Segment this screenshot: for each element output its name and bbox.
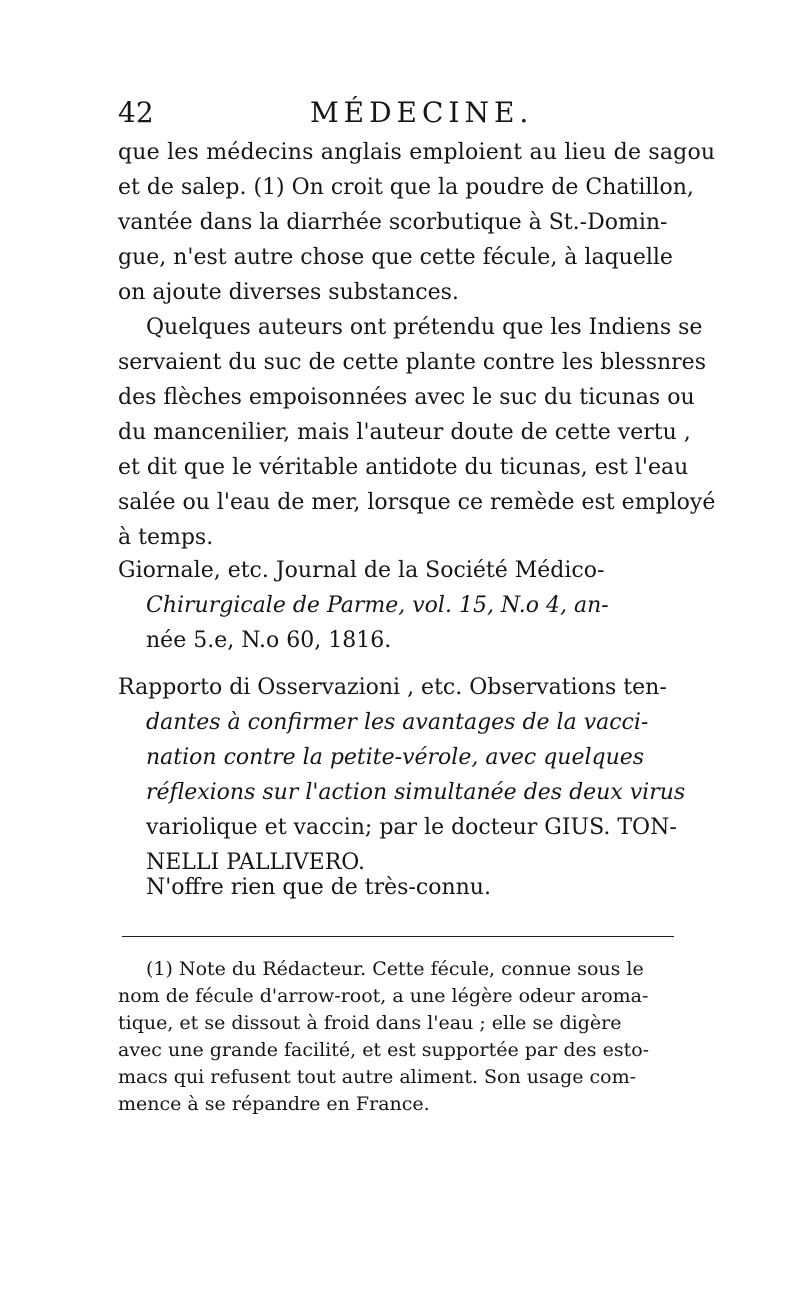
entry-line: nation contre la petite-vérole, avec quelques xyxy=(146,745,645,770)
body-line: servaient du suc de cette plante contre les blessnres xyxy=(118,350,706,375)
footnote-line: (1) Note du Rédacteur. Cette fécule, connue sous le xyxy=(146,958,644,980)
entry-line: née 5.e, N.o 60, 1816. xyxy=(146,628,392,653)
footnote-divider xyxy=(122,936,674,937)
body-line: que les médecins anglais emploient au lieu de sagou xyxy=(118,140,716,165)
body-line: à temps. xyxy=(118,525,214,550)
footnote-line: mence à se répandre en France. xyxy=(118,1093,430,1115)
body-line: et dit que le véritable antidote du ticunas, est l'eau xyxy=(118,455,689,480)
entry-line: Giornale, etc. Journal de la Société Médico- xyxy=(118,558,605,583)
footnote-line: tique, et se dissout à froid dans l'eau ; elle se digère xyxy=(118,1012,622,1034)
body-line: gue, n'est autre chose que cette fécule, à laquelle xyxy=(118,245,673,270)
entry-line: Chirurgicale de Parme, vol. 15, N.o 4, an- xyxy=(146,593,609,618)
entry-line: variolique et vaccin; par le docteur GIUS. TON- xyxy=(146,815,677,840)
body-line: et de salep. (1) On croit que la poudre de Chatillon, xyxy=(118,175,694,200)
entry-line: dantes à confirmer les avantages de la vacci- xyxy=(146,710,649,735)
entry-line: NELLI PALLIVERO. xyxy=(146,850,366,875)
body-line: vantée dans la diarrhée scorbutique à St.-Domin- xyxy=(118,210,668,235)
footnote-line: macs qui refusent tout autre aliment. Son usage com- xyxy=(118,1066,637,1088)
entry-line: réflexions sur l'action simultanée des deux virus xyxy=(146,780,686,805)
entry-line: Rapporto di Osservazioni , etc. Observations ten- xyxy=(118,675,667,700)
body-line: des flèches empoisonnées avec le suc du ticunas ou xyxy=(118,385,695,410)
page-number: 42 xyxy=(118,96,154,129)
running-head: MÉDECINE. xyxy=(310,96,534,129)
entry-line: N'offre rien que de très-connu. xyxy=(146,875,491,900)
page-header xyxy=(118,96,678,136)
footnote-line: avec une grande facilité, et est supportée par des esto- xyxy=(118,1039,650,1061)
body-line: Quelques auteurs ont prétendu que les Indiens se xyxy=(146,315,703,340)
body-line: on ajoute diverses substances. xyxy=(118,280,459,305)
body-line: salée ou l'eau de mer, lorsque ce remède est employé xyxy=(118,490,716,515)
body-line: du mancenilier, mais l'auteur doute de cette vertu , xyxy=(118,420,691,445)
footnote-line: nom de fécule d'arrow-root, a une légère odeur aroma- xyxy=(118,985,649,1007)
